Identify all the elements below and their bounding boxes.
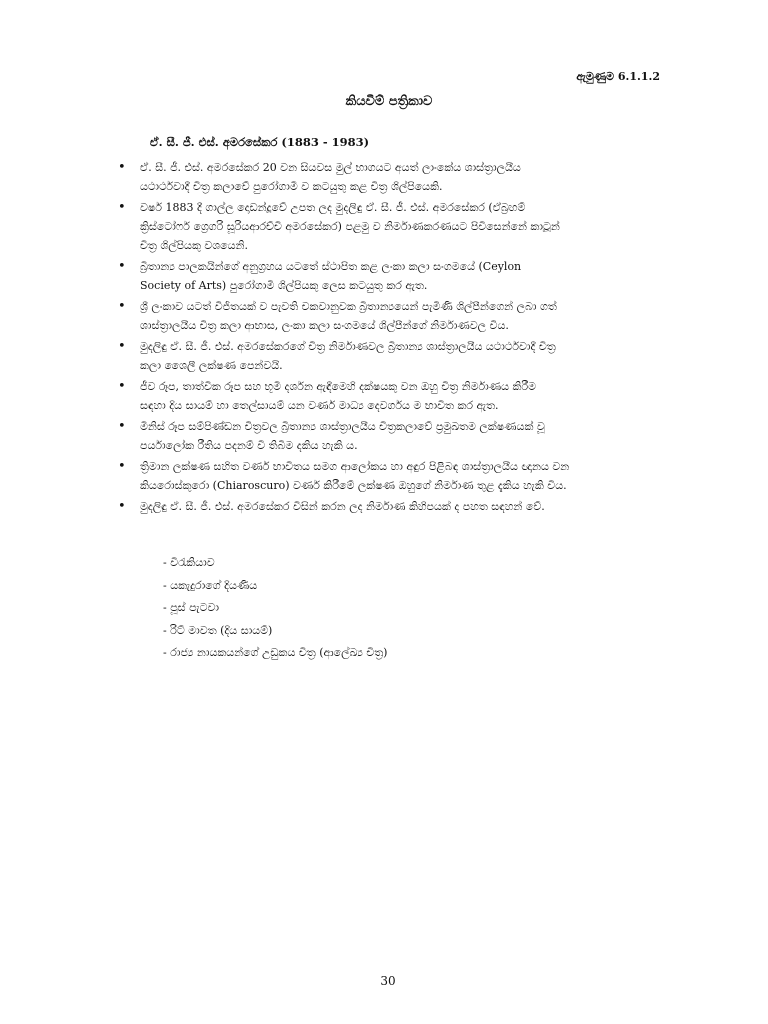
bullet-item <box>118 158 668 196</box>
works-item: - රාජ්‍ය නායකයන්ගේ උඩුකය චිත්‍ර (ආලේඛ්‍ය චිත්‍ර) <box>163 646 388 659</box>
bullet-icon: • <box>118 459 126 474</box>
bullet-line: බ්‍රිතාන්‍ය පාලකයින්ගේ අනුග්‍රහය යටතේ ස්ථාපිත කළ ලංකා කලා සංගමයේ (Ceylon <box>140 260 522 273</box>
bullet-line: සඳහා දිය සායම් හා තෙල්සායම් යන වර්ණ මාධ්‍ය දෙවර්ගය ම භාවිත කර ඇත. <box>140 399 499 412</box>
works-item: - යකැදුරාගේ දියණිය <box>163 578 258 592</box>
bullet-line: වර්ෂ 1883 දී ගාල්ල දොඩන්දූවේ උපත ලද මුදලිඳු ඒ. සී. ජී. එස්. අමරසේකර (ඒබ්‍රහම් <box>140 201 526 214</box>
page-title: කියවීම් පත්‍රිකාව <box>345 94 433 109</box>
bullet-item <box>118 497 668 516</box>
bullet-icon: • <box>118 299 126 314</box>
bullet-icon: • <box>118 499 126 514</box>
bullet-line: ත්‍රිමාන ලක්ෂණ සහිත වර්ණ භාවිතය සමග ආලෝකය හා අඳුර පිළිබඳ ශාස්ත්‍රාලයීය ඥානය වන <box>140 460 570 473</box>
works-list <box>163 552 387 665</box>
subject-heading: ඒ. සී. ජී. එස්. අමරසේකර (1883 - 1983) <box>150 135 370 149</box>
bullet-icon: • <box>118 379 126 394</box>
bullet-line: Society of Arts) පුරෝගාමී ශිල්පියකු ලෙස කටයුතු කර ඇත. <box>140 279 428 292</box>
page-number: 30 <box>380 974 396 988</box>
bullet-line: යථාර්ථවාදී චිත්‍ර කලාවේ පුරෝගාමී ව කටයුතු කළ චිත්‍ර ශිල්පියෙකි. <box>140 180 443 193</box>
works-item: - රිට් මාවත (දිය සායම්) <box>163 623 273 637</box>
bullet-icon: • <box>118 160 126 175</box>
bullet-icon: • <box>118 419 126 434</box>
bullet-line: ක්‍රිස්ටෝෆර් ග්‍රෙගරි සූරියආරච්චි අමරසේකර) පළමු ව නිර්මාණකරණයට පිවිසෙන්නේ කාටූන් <box>140 220 560 233</box>
bullet-line: ශාස්ත්‍රාලයීය චිත්‍ර කලා ආභාස, ලංකා කලා සංගමයේ ශිල්පීන්ගේ නිර්මාණවල විය. <box>140 319 509 332</box>
bullet-item <box>118 257 668 295</box>
bullet-list <box>118 158 668 518</box>
bullet-item <box>118 377 668 415</box>
bullet-item <box>118 457 668 495</box>
bullet-line: චිත්‍ර ශිල්පියකු වශයෙනි. <box>140 239 248 252</box>
bullet-item <box>118 198 668 255</box>
bullet-line: කලා ශෛලී ලක්ෂණ පෙන්වයි. <box>140 359 283 372</box>
bullet-item <box>118 297 668 335</box>
bullet-line: පර්යාලෝක රීතිය පදනම් වී තිබීම දකිය හැකි ය. <box>140 439 358 452</box>
bullet-line: ඒ. සී. ජී. එස්. අමරසේකර 20 වන සියවස මුල් භාගයට අයත් ලාංකේය ශාස්ත්‍රාලයීය <box>140 161 521 174</box>
bullet-line: ශ්‍රී ලංකාව යටත් විජිතයක් ව පැවති චකවානුවක බ්‍රිතාන්‍යයෙන් පැමිණි ශිල්පීන්ගෙන් ලබා ගත් <box>140 300 557 313</box>
bullet-line: ජීව රූප, තාත්වික රූප සහ භූමි දර්ශන ඇඳීමෙහි දක්ෂයකු වන ඔහු චිත්‍ර නිර්මාණය කිරීම <box>140 380 537 393</box>
bullet-line: කියරොස්කුරො (Chiaroscuro) වර්ණ කිරීමේ ලක්ෂණ ඔහුගේ නිර්මාණ තුළ දැකිය හැකි විය. <box>140 479 567 492</box>
bullet-item <box>118 337 668 375</box>
bullet-line: මිනිස් රූප සම්පිණ්ඩන චිත්‍රවල බ්‍රිතාන්‍ය ශාස්ත්‍රාලයීය චිත්‍රකලාවේ ප්‍රමුඛතම ලක්ෂණයක් වූ <box>140 420 545 433</box>
bullet-icon: • <box>118 259 126 274</box>
bullet-icon: • <box>118 339 126 354</box>
works-item: - විරැකියාව <box>163 556 215 569</box>
bullet-line: මුදලිඳු ඒ. සී. ජී. එස්. අමරසේකරගේ චිත්‍ර නිර්මාණවල බ්‍රිතාන්‍ය ශාස්ත්‍රාලයීය යථාර්ථවාදී චිත්‍ර <box>140 340 556 353</box>
bullet-item <box>118 417 668 455</box>
bullet-line: මුදලිඳු ඒ. සී. ජී. එස්. අමරසේකර විසින් කරන ලද නිර්මාණ කිහිපයක් ද පහත සඳහන් වේ. <box>140 500 545 513</box>
bullet-icon: • <box>118 200 126 215</box>
annex-number: ඇමුණුම 6.1.1.2 <box>576 70 660 83</box>
works-item: - පූස් පැටවා <box>163 601 220 614</box>
